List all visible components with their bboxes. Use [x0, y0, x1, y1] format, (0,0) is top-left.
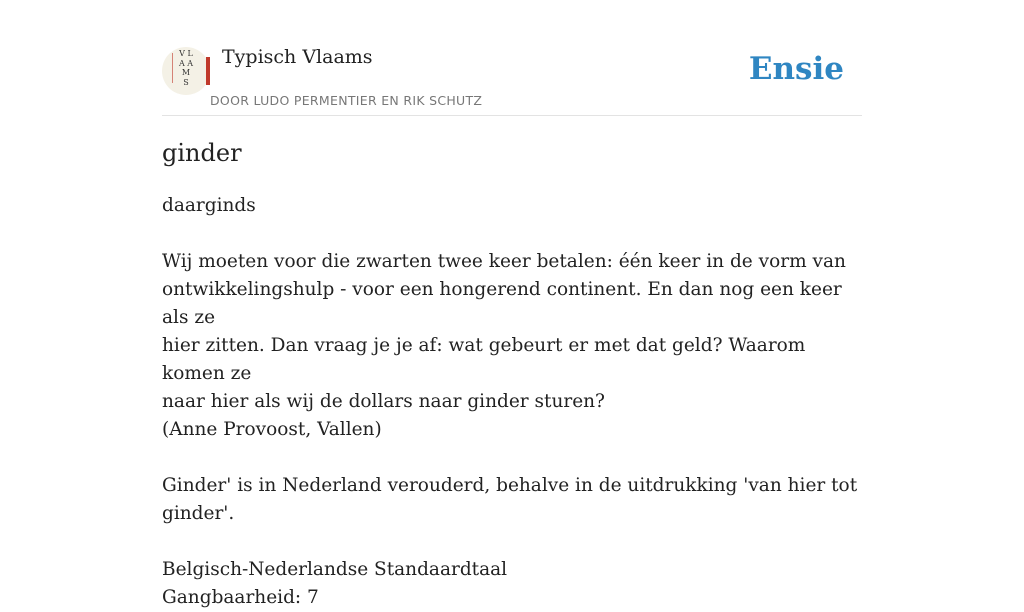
byline: DOOR LUDO PERMENTIER EN RIK SCHUTZ [210, 93, 483, 108]
logo-accent-line [172, 53, 173, 83]
site-logo[interactable] [162, 47, 210, 95]
site-header [162, 0, 862, 116]
quote-line: naar hier als wij de dollars naar ginder sturen? [162, 391, 605, 412]
page [162, 0, 862, 608]
site-title[interactable]: Typisch Vlaams [222, 46, 373, 68]
entry-note: Ginder' is in Nederland verouderd, behalve in de uitdrukking 'van hier tot ginder'. [162, 475, 858, 524]
spacer [162, 444, 872, 472]
quote-line: ontwikkelingshulp - voor een hongerend continent. En dan nog een keer als ze [162, 279, 842, 328]
entry-content [162, 192, 872, 612]
quote-line: hier zitten. Dan vraag je je af: wat gebeurt er met dat geld? Waarom komen ze [162, 335, 806, 384]
entry-definition: daarginds [162, 195, 256, 216]
spacer [162, 528, 872, 556]
quote-source: (Anne Provoost, Vallen) [162, 419, 382, 440]
logo-red-band [206, 57, 210, 85]
entry-partial-line: Gangbaarheid: 7 [162, 587, 319, 608]
entry-title: ginder [162, 139, 242, 167]
entry-category: Belgisch-Nederlandse Standaardtaal [162, 559, 508, 580]
brand-link[interactable]: Ensie [748, 51, 844, 87]
logo-letters: V L A A M S [178, 49, 194, 87]
quote-line: Wij moeten voor die zwarten twee keer betalen: één keer in de vorm van [162, 251, 846, 272]
spacer [162, 220, 872, 248]
